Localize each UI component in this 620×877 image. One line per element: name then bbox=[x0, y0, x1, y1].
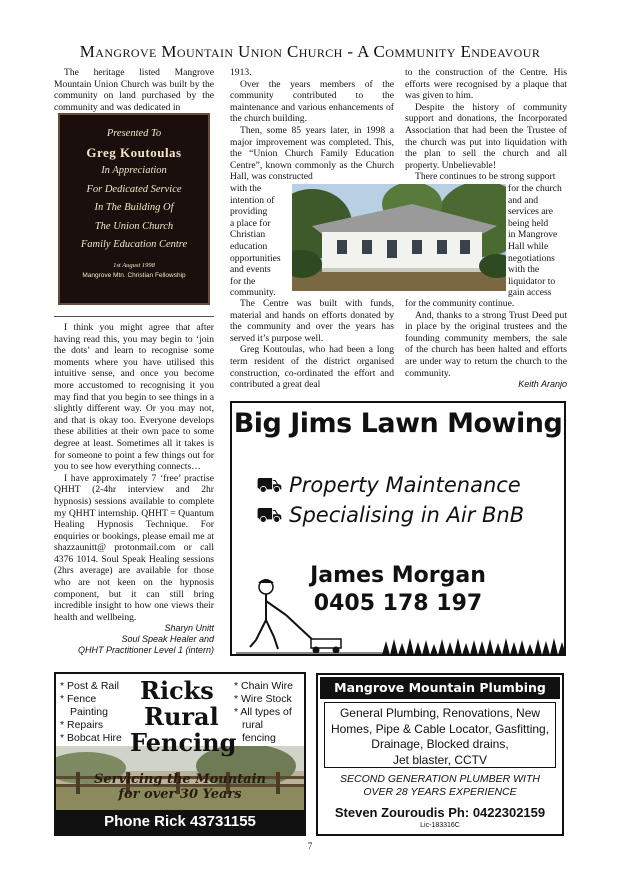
ad-heading: Big Jims Lawn Mowing bbox=[233, 408, 563, 439]
wrap-line: and and bbox=[508, 194, 539, 206]
ricks-fencing-ad bbox=[54, 672, 306, 836]
ricks-logo-word: Fencing bbox=[130, 728, 237, 757]
service-line: Drainage, Blocked drains, bbox=[371, 737, 509, 751]
lawnmower-icon: ⛟ bbox=[256, 503, 283, 527]
plumbing-contact: Steven Zouroudis Ph: 0422302159 bbox=[334, 805, 546, 820]
service-item: fencing bbox=[242, 732, 276, 744]
service-item: Painting bbox=[70, 706, 108, 718]
wrap-line: for the church bbox=[508, 183, 562, 194]
plumbing-tagline bbox=[318, 773, 562, 799]
plaque-line: 1st August 1998 bbox=[113, 261, 155, 269]
plaque-line: Presented To bbox=[106, 128, 162, 139]
wrap-line: in Mangrove bbox=[508, 229, 558, 241]
paragraph: to the construction of the Centre. His efforts were recognised by a plaque that was given to him. bbox=[405, 67, 567, 102]
paragraph: The heritage listed Mangrove Mountain Union Church was built by the community on land purchased by the community and was dedicated in bbox=[54, 67, 214, 113]
wrap-line: being held bbox=[508, 217, 549, 229]
plaque-line: Greg Koutoulas bbox=[86, 144, 182, 160]
ricks-logo-word: Ricks bbox=[140, 676, 214, 705]
wrap-line: providing bbox=[230, 206, 268, 218]
ad-phone: 0405 178 197 bbox=[313, 591, 483, 616]
service-item: * Wire Stock bbox=[234, 693, 292, 705]
wrap-line: opportunities bbox=[230, 252, 281, 264]
plaque-photo bbox=[58, 113, 210, 305]
ad-contact-name: James Morgan bbox=[310, 563, 486, 588]
wrap-line: with the bbox=[508, 264, 540, 276]
plaque-line: The Union Church bbox=[94, 220, 174, 232]
wrap-line: gain access bbox=[508, 287, 552, 299]
wrap-line: for the bbox=[230, 275, 256, 287]
wrap-line: and events bbox=[230, 264, 271, 276]
paragraph: Then, some 85 years later, in 1998 a major improvement was completed. This, the “Union Church Family Education Centre”, known commonly as the Church Hall, was constructed bbox=[230, 124, 394, 183]
wrap-line: with the bbox=[230, 183, 262, 194]
paragraph: The Centre was built with funds, material and hands on efforts donated by the community and over the years has served it’s purpose well. bbox=[230, 298, 394, 344]
paragraph: I have approximately 7 ‘free’ practise QHHT (2-4hr interview and 2hr hypnosis) sessions available to complete my QHHT internship. QHHT = Quantum Healing Hypnosis Technique. For enquiries or bookings, please email me at shazzaunitt@ protonmail.com or call 4376 1014. Soul Speak Healing sessions (2hrs average) are available for those who are not keen on the hypnosis component, but it can still bring incredible insight to how one views their health and wellbeing. bbox=[54, 472, 214, 623]
wrap-line: services are bbox=[508, 206, 554, 218]
ricks-phone: Phone Rick 43731155 bbox=[56, 810, 304, 834]
article-title: Mangrove Mountain Union Church - A Community Endeavour bbox=[79, 42, 541, 61]
tagline-line: Servicing the Mountain bbox=[94, 772, 266, 787]
paragraph: There continues to be strong support bbox=[415, 171, 556, 183]
plumbing-heading: Mangrove Mountain Plumbing bbox=[320, 677, 560, 699]
column-3-bottom bbox=[405, 298, 567, 390]
tagline-line: SECOND GENERATION PLUMBER WITH bbox=[340, 773, 540, 785]
ad-service-line bbox=[256, 473, 521, 500]
plumbing-licence: Lic-183316C bbox=[420, 822, 460, 829]
church-hall-photo bbox=[292, 184, 506, 291]
mowing-man-illustration bbox=[236, 575, 386, 655]
lawn-mowing-ad bbox=[230, 401, 566, 656]
signature-name: Sharyn Unitt bbox=[164, 623, 214, 634]
service-item: * All types of bbox=[234, 706, 292, 718]
service-line: Homes, Pipe & Cable Locator, Gasfitting, bbox=[330, 721, 550, 736]
plaque-line: Mangrove Mtn. Christian Fellowship bbox=[82, 271, 186, 279]
tagline-line: OVER 28 YEARS EXPERIENCE bbox=[363, 786, 517, 798]
service-list-left bbox=[60, 680, 122, 745]
plaque-line: In The Building Of bbox=[94, 202, 174, 213]
service-list-right bbox=[234, 680, 293, 745]
wrap-line: intention of bbox=[230, 194, 275, 206]
ad-service-text: Property Maintenance bbox=[289, 473, 521, 497]
service-line: General Plumbing, Renovations, New bbox=[339, 706, 541, 720]
column-3-wrap bbox=[508, 183, 567, 299]
page-number: 7 bbox=[307, 841, 313, 851]
wrap-line: Hall while bbox=[508, 240, 549, 252]
ad-service-text: Specialising in Air BnB bbox=[289, 503, 525, 527]
divider bbox=[54, 316, 214, 317]
lawnmower-icon: ⛟ bbox=[256, 473, 283, 497]
wrap-line: community. bbox=[230, 287, 276, 299]
signature-title: Soul Speak Healer and bbox=[121, 634, 214, 645]
plumbing-ad bbox=[316, 673, 564, 836]
service-item: * Bobcat Hire bbox=[60, 732, 122, 744]
tagline-line: for over 30 Years bbox=[118, 787, 242, 802]
service-item: * Fence bbox=[60, 693, 97, 705]
column-2-bottom bbox=[230, 298, 394, 391]
paragraph: Despite the history of community support and donations, the Incorporated Association that had been the Trustee of the church was put into liquidation with the plan to sell the church and all property. Unbelievable! bbox=[405, 101, 567, 171]
plaque-line: For Dedicated Service bbox=[86, 183, 182, 195]
column-1-top bbox=[54, 67, 214, 113]
column-2-wrap bbox=[230, 183, 290, 299]
signature-title: QHHT Practitioner Level 1 (intern) bbox=[77, 645, 214, 656]
service-item: * Post & Rail bbox=[60, 680, 119, 692]
ricks-tagline bbox=[56, 772, 304, 802]
grass-decoration bbox=[382, 635, 566, 655]
paragraph: for the community continue. bbox=[405, 298, 515, 309]
signature-name: Keith Aranjo bbox=[518, 379, 567, 390]
column-1-bottom bbox=[54, 322, 214, 656]
column-2-top bbox=[230, 67, 394, 183]
plumbing-services bbox=[324, 702, 556, 768]
paragraph: Greg Koutoulas, who had been a long term resident of the district organised construction, co-ordinated the effort and contributed a great deal bbox=[230, 344, 394, 391]
wrap-line: education bbox=[230, 240, 268, 252]
ricks-logo-word: Rural bbox=[144, 702, 219, 731]
plaque-line: Family Education Centre bbox=[80, 239, 188, 250]
service-item: * Chain Wire bbox=[234, 680, 293, 692]
paragraph: And, thanks to a strong Trust Deed put in place by the original trustees and the founding community members, the sale of the church has been halted and efforts are under way to return the church to the community. bbox=[405, 309, 567, 379]
paragraph: Over the years members of the community contributed to the maintenance and various enhancements of the church building. bbox=[230, 78, 394, 125]
paragraph: 1913. bbox=[230, 67, 252, 78]
service-item: rural bbox=[242, 719, 264, 731]
plaque-line: In Appreciation bbox=[101, 165, 167, 176]
wrap-line: Christian bbox=[230, 229, 266, 241]
ad-service-line bbox=[256, 503, 524, 530]
service-item: * Repairs bbox=[60, 719, 104, 731]
paragraph: I think you might agree that after having read this, you may begin to ‘join the dots’ and learn to recognise some moments where you have utilised this intuitive sense, and once you become more accustomed to recognising it you may find that you begin to see things in a slightly different way. Or you may not, and that is okay too. Everyone develops these abilities at their own pace to some degree at least. Sometimes all it takes is for someone to point a few things out for you to see how everything connects… bbox=[54, 322, 214, 473]
wrap-line: negotiations bbox=[508, 252, 555, 264]
column-3-top bbox=[405, 67, 567, 183]
service-line: Jet blaster, CCTV bbox=[392, 752, 488, 767]
wrap-line: a place for bbox=[230, 217, 271, 229]
wrap-line: liquidator to bbox=[508, 275, 556, 287]
